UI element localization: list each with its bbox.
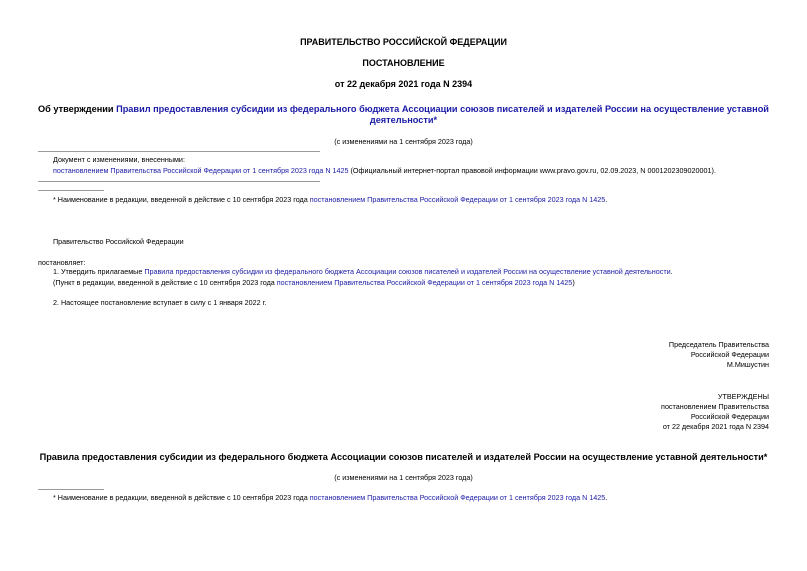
changes-line [53,166,716,175]
signature-country: Российской Федерации [690,350,769,359]
changes-decree-link[interactable]: постановлением Правительства Российской Федерации от 1 сентября 2023 года N 1425 [53,166,349,175]
footnote2 [53,493,607,502]
title-rules-link-continued[interactable]: деятельности* [369,115,438,125]
approved-line2: постановлением Правительства [661,402,769,411]
item-1-note-link[interactable]: постановлением Правительства Российской Федерации от 1 сентября 2023 года N 1425 [276,278,573,287]
signature-title: Председатель Правительства [668,340,769,349]
footnote1-rule [38,190,104,191]
changes-top-rule [38,151,320,152]
approved-line3: Российской Федерации [690,412,769,421]
approved-heading: УТВЕРЖДЕНЫ [717,392,769,401]
title-amended-note: (с изменениями на 1 сентября 2023 года) [334,137,473,146]
signature-name: М.Мишустин [726,360,769,369]
footnote1-link[interactable]: постановлением Правительства Российской Федерации от 1 сентября 2023 года N 1425 [309,195,606,204]
item-1-note [53,278,575,287]
government-header: ПРАВИТЕЛЬСТВО РОССИЙСКОЙ ФЕДЕРАЦИИ [300,37,507,47]
footnote2-text: * Наименование в редакции, введенной в действие с 10 сентября 2023 года [53,493,310,502]
item-1-note-end: ) [572,278,575,287]
footnote2-rule [38,489,104,490]
body-decrees: постановляет: [38,258,86,267]
document-title-line2 [0,115,807,127]
item-1-end: . [670,267,673,276]
footnote2-end: . [605,493,608,502]
title-rules-link[interactable]: Правил предоставления субсидии из федерального бюджета Ассоциации союзов писателей и издателей России на осуществление уставной [116,104,769,114]
footnote1 [53,195,607,204]
item-2: 2. Настоящее постановление вступает в силу с 1 января 2022 г. [53,298,267,307]
approved-line4: от 22 декабря 2021 года N 2394 [662,422,769,431]
changes-bottom-rule [38,181,320,182]
item-1-note-text: (Пункт в редакции, введенной в действие с 10 сентября 2023 года [53,278,277,287]
rules-title: Правила предоставления субсидии из федерального бюджета Ассоциации союзов писателей и издателей России на осуществление уставной деятельности* [39,452,768,462]
changes-heading: Документ с изменениями, внесенными: [53,155,185,164]
rules-amended-note: (с изменениями на 1 сентября 2023 года) [334,473,473,482]
title-prefix: Об утверждении [38,104,117,114]
footnote1-text: * Наименование в редакции, введенной в действие с 10 сентября 2023 года [53,195,310,204]
document-date-number: от 22 декабря 2021 года N 2394 [334,79,473,89]
item-1-text: 1. Утвердить прилагаемые [53,267,145,276]
body-government: Правительство Российской Федерации [53,237,184,246]
item-1-rules-link[interactable]: Правила предоставления субсидии из федерального бюджета Ассоциации союзов писателей и издателей России на осуществление уставной деятельности [144,267,671,276]
item-1 [53,267,673,276]
document-type: ПОСТАНОВЛЕНИЕ [362,58,445,68]
footnote2-link[interactable]: постановлением Правительства Российской Федерации от 1 сентября 2023 года N 1425 [309,493,606,502]
footnote1-end: . [605,195,608,204]
changes-source: (Официальный интернет-портал правовой информации www.pravo.gov.ru, 02.09.2023, N 0001202309020001). [348,166,716,175]
